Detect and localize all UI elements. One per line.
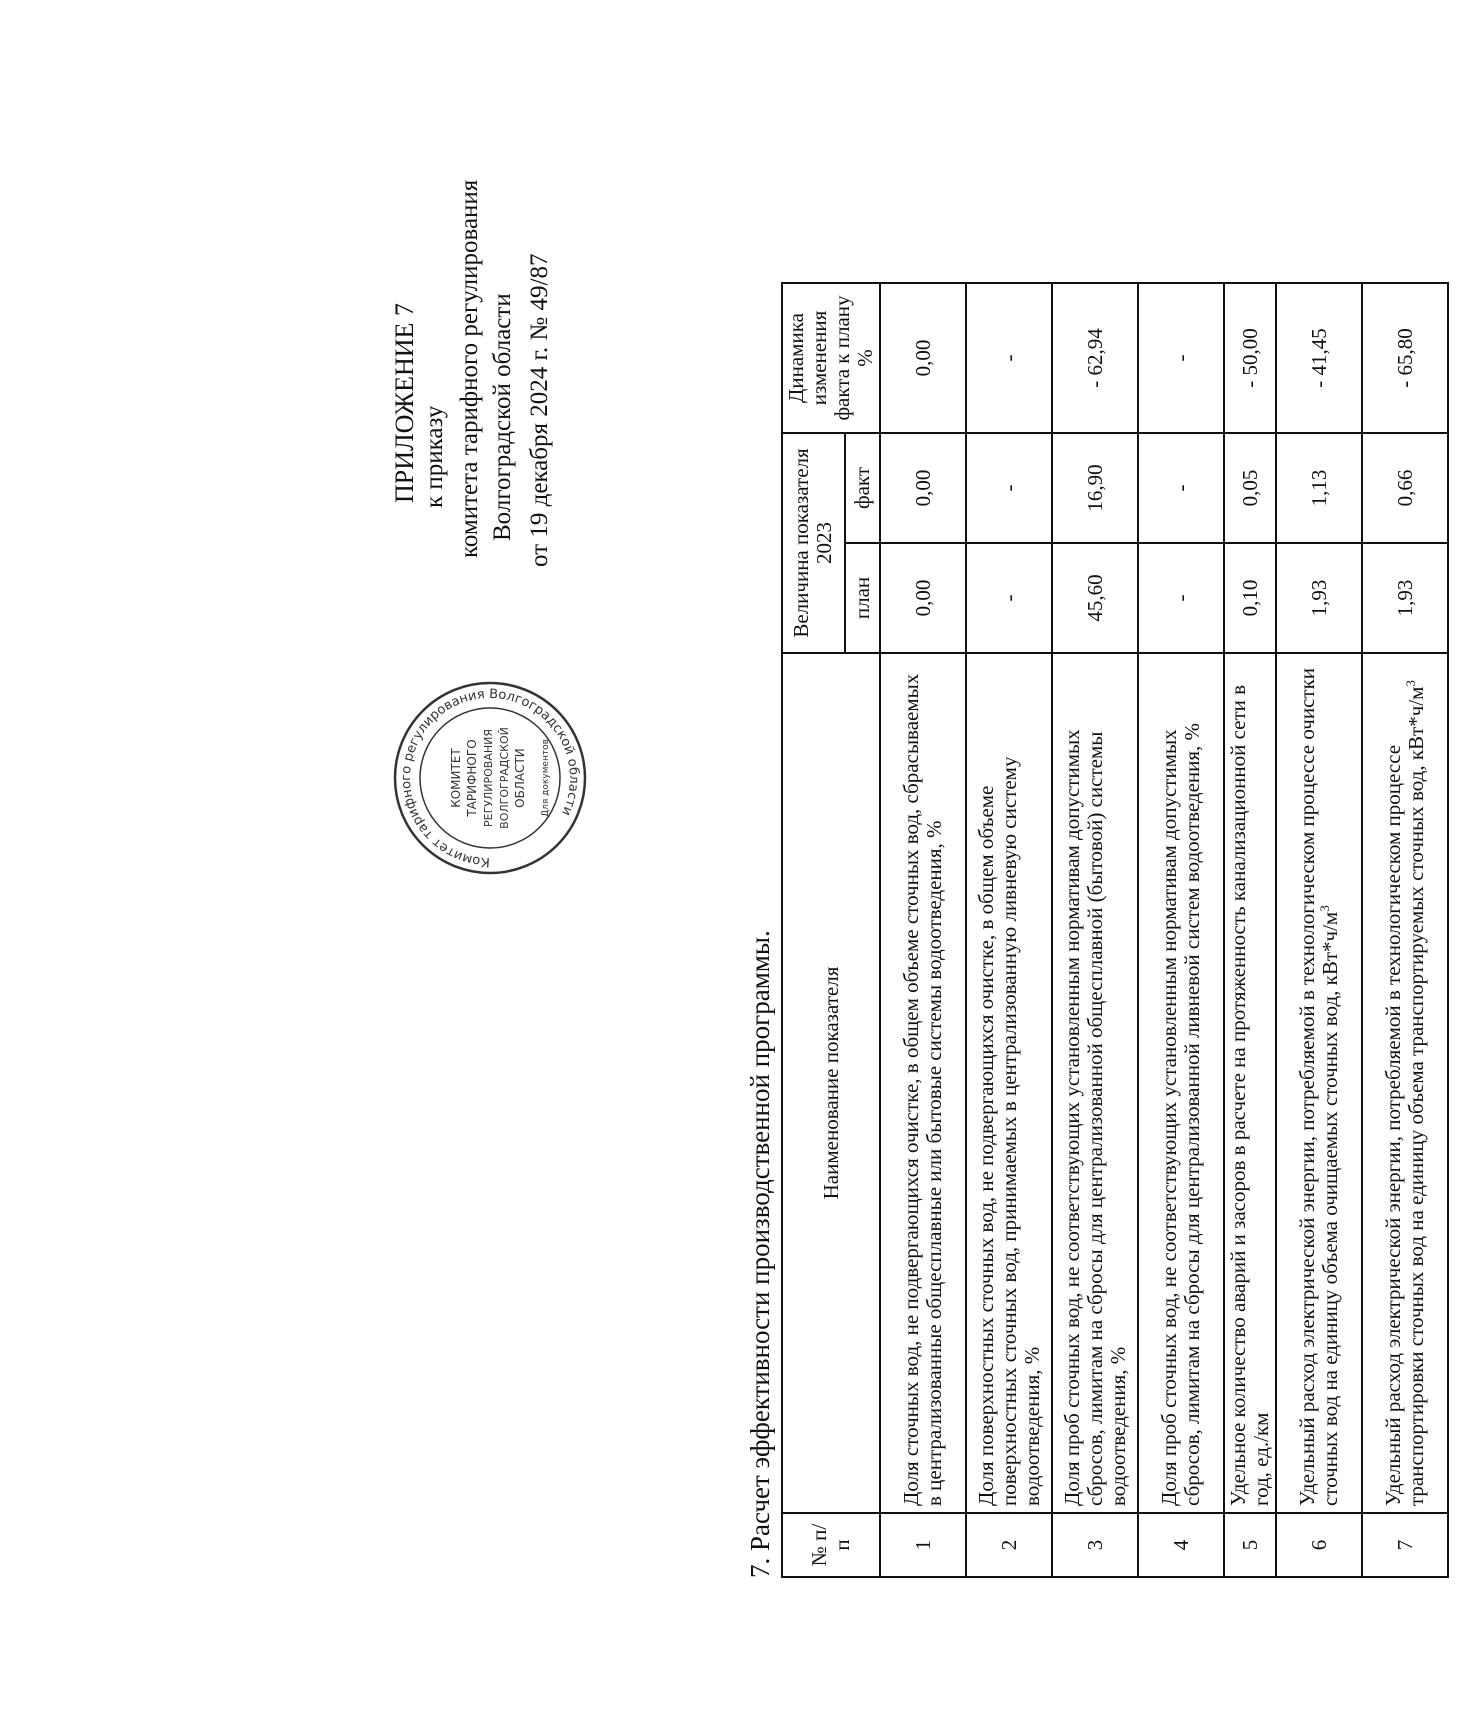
row-name: Доля сточных вод, не подвергающихся очистке, в общем объеме сточных вод, сбрасываемых в централизованные общесплавные или бытовые системы водоотведения, %	[880, 653, 966, 1513]
order-date-number: от 19 декабря 2024 г. № 49/87	[526, 253, 553, 567]
row-name: Удельное количество аварий и засоров в расчете на протяженность канализационной сети в год, ед./км	[1224, 653, 1276, 1513]
table-row	[1138, 283, 1224, 1577]
row-fact: 1,13	[1276, 433, 1362, 543]
header-fact: факт	[845, 433, 880, 543]
row-plan: 0,00	[880, 543, 966, 653]
table-row	[1224, 283, 1276, 1577]
row-number: 1	[880, 1513, 966, 1577]
row-number: 2	[966, 1513, 1052, 1577]
rotated-page	[385, 128, 1465, 1578]
committee-name: комитета тарифного регулирования	[456, 179, 483, 558]
row-dynamics: - 62,94	[1052, 283, 1138, 433]
row-plan: -	[966, 543, 1052, 653]
stamp-line-1: КОМИТЕТ	[449, 748, 463, 808]
header-value: Величина показателя 2023	[782, 433, 845, 653]
order-reference: к приказу	[421, 405, 448, 508]
row-number: 7	[1362, 1513, 1448, 1577]
stamp-ring-text: Комитет тарифного регулирования Волгоградской области	[398, 686, 582, 870]
row-fact: 0,66	[1362, 433, 1448, 543]
row-dynamics: - 50,00	[1224, 283, 1276, 433]
stamp-line-3: РЕГУЛИРОВАНИЯ	[482, 728, 495, 828]
table-header-row	[782, 283, 845, 1577]
table-row	[880, 283, 966, 1577]
row-plan: 1,93	[1276, 543, 1362, 653]
stamp-line-5: ОБЛАСТИ	[513, 748, 527, 808]
row-fact: 16,90	[1052, 433, 1138, 543]
region-name: Волгоградской области	[489, 293, 516, 541]
unit-superscript: 3	[1403, 680, 1418, 687]
appendix-label: ПРИЛОЖЕНИЕ 7	[390, 303, 419, 503]
row-name: Удельный расход электрической энергии, потребляемой в технологическом процессе очистки сточных вод на единицу объема очищаемых сточных вод, кВт*ч/м	[1295, 667, 1342, 1506]
official-stamp	[390, 678, 590, 878]
unit-superscript: 3	[1317, 905, 1332, 912]
row-name: Доля проб сточных вод, не соответствующих установленным нормативам допустимых сбросов, лимитам на сбросы для централизованной общесплавной (бытовой) системы водоотведения, %	[1052, 653, 1138, 1513]
row-plan: 45,60	[1052, 543, 1138, 653]
row-plan: 0,10	[1224, 543, 1276, 653]
row-dynamics: -	[966, 283, 1052, 433]
table-row	[1052, 283, 1138, 1577]
header-dynamics: Динамика изменения факта к плану %	[782, 283, 880, 433]
row-fact: -	[966, 433, 1052, 543]
efficiency-table	[781, 282, 1449, 1578]
header-number: № п/п	[782, 1513, 880, 1577]
table-block	[743, 128, 1463, 1578]
row-name: Доля проб сточных вод, не соответствующих установленным нормативам допустимых сбросов, лимитам на сбросы для централизованной ливневой систем водоотведения, %	[1138, 653, 1224, 1513]
section-title: 7. Расчет эффективности производственной программы.	[745, 930, 775, 1578]
row-number: 5	[1224, 1513, 1276, 1577]
table-row	[1362, 283, 1448, 1577]
row-name-cell	[1276, 653, 1362, 1513]
row-name: Удельный расход электрической энергии, потребляемой в технологическом процессе транспортировки сточных вод на единицу объема транспортируемых сточных вод, кВт*ч/м	[1381, 686, 1428, 1506]
header-name: Наименование показателя	[782, 653, 880, 1513]
table-row	[966, 283, 1052, 1577]
row-number: 6	[1276, 1513, 1362, 1577]
header-plan: план	[845, 543, 880, 653]
row-name: Доля поверхностных сточных вод, не подвергающихся очистке, в общем объеме поверхностных сточных вод, принимаемых в централизованную ливневую систему водоотведения, %	[966, 653, 1052, 1513]
row-fact: 0,00	[880, 433, 966, 543]
row-dynamics: 0,00	[880, 283, 966, 433]
row-dynamics: -	[1138, 283, 1224, 433]
row-dynamics: - 41,45	[1276, 283, 1362, 433]
row-plan: 1,93	[1362, 543, 1448, 653]
table-row	[1276, 283, 1362, 1577]
row-number: 4	[1138, 1513, 1224, 1577]
stamp-line-4: ВОЛГОГРАДСКОЙ	[498, 727, 511, 829]
row-name-cell	[1362, 653, 1448, 1513]
row-dynamics: - 65,80	[1362, 283, 1448, 433]
row-fact: -	[1138, 433, 1224, 543]
row-number: 3	[1052, 1513, 1138, 1577]
row-fact: 0,05	[1224, 433, 1276, 543]
stamp-line-2: ТАРИФНОГО	[465, 739, 479, 817]
stamp-bottom-text: Для документов	[541, 739, 551, 817]
row-plan: -	[1138, 543, 1224, 653]
